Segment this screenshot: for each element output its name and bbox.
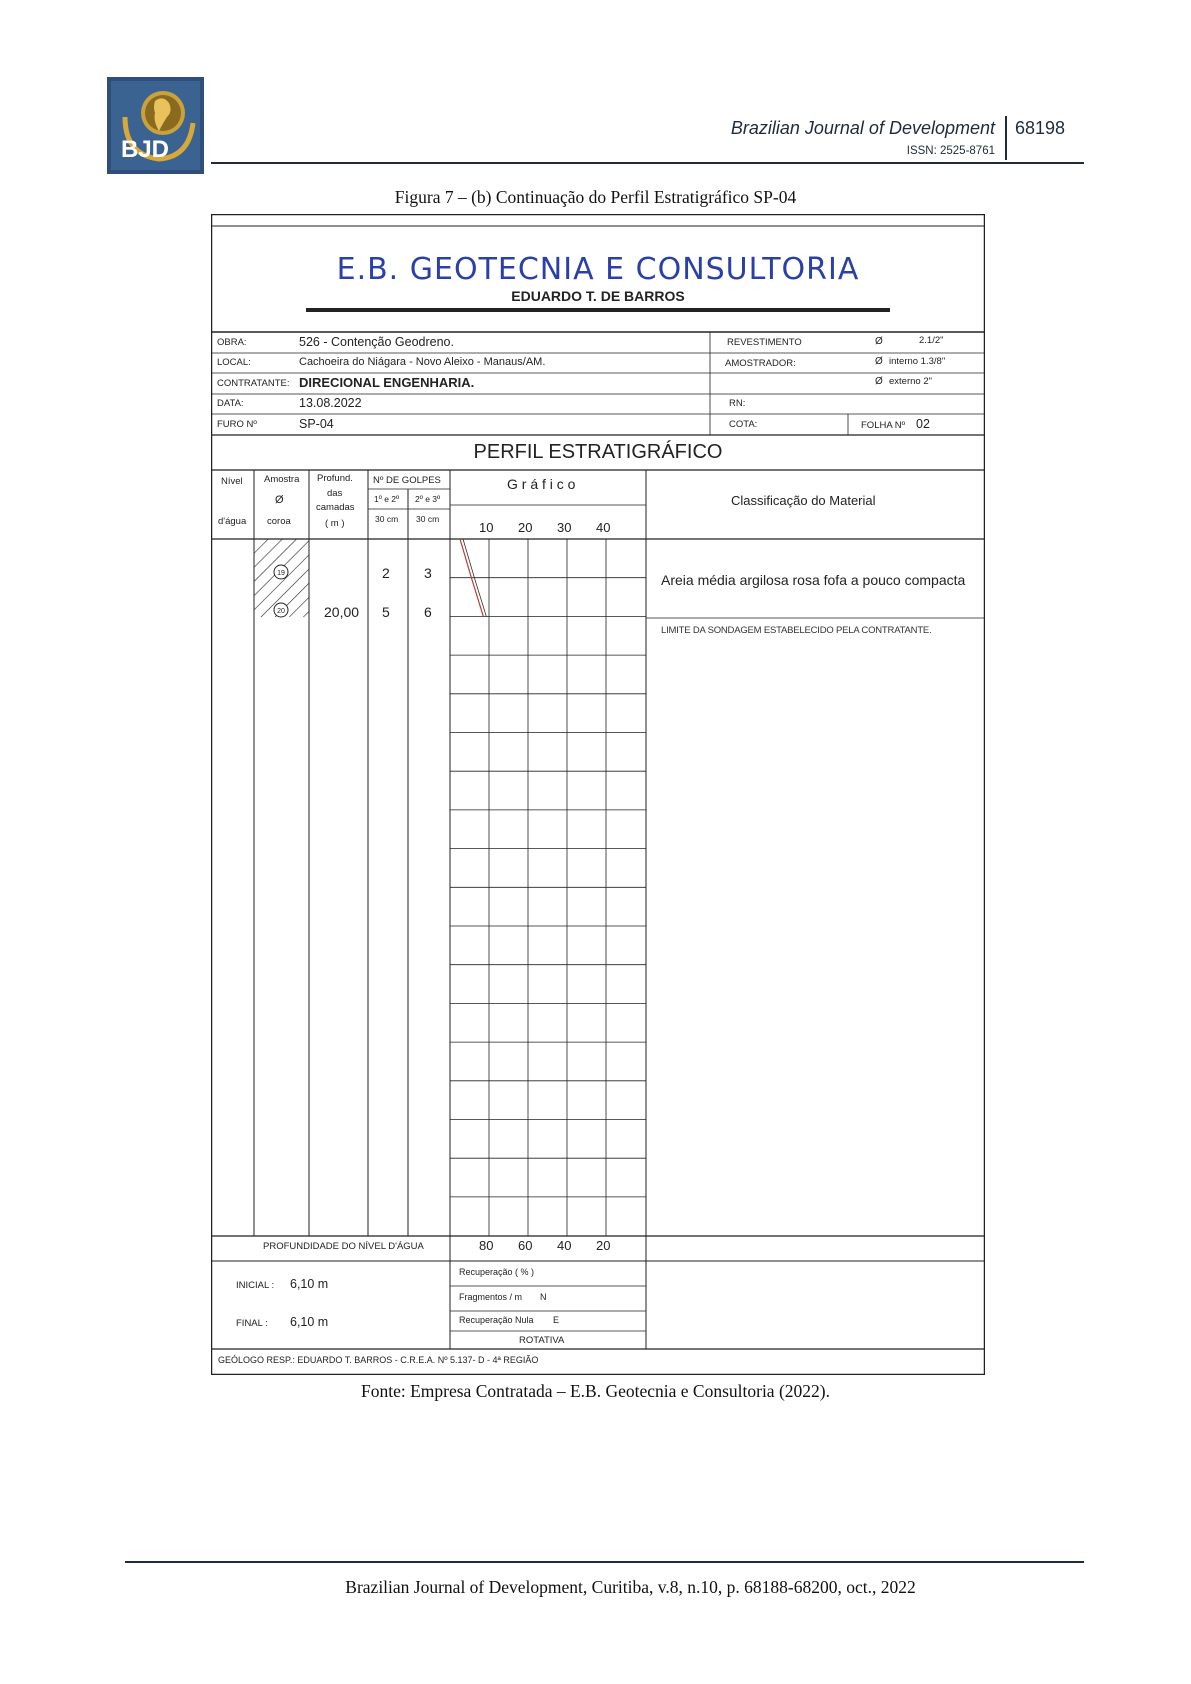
bjd-logo-icon: [107, 77, 204, 174]
axis-top-20: 20: [518, 520, 533, 535]
inicial-label: INICIAL :: [236, 1280, 275, 1291]
recuperacao-label: Recuperação ( % ): [459, 1267, 535, 1277]
amostrador-interno: interno 1.3/8": [889, 356, 946, 367]
final-label: FINAL :: [236, 1318, 268, 1329]
col-grafico-label: G r á f i c o: [507, 476, 576, 492]
contratante-value: DIRECIONAL ENGENHARIA.: [299, 375, 475, 390]
col-prof-label-4: ( m ): [325, 518, 345, 529]
revestimento-label: REVESTIMENTO: [727, 337, 802, 348]
footer-citation: Brazilian Journal of Development, Curitiba, v.8, n.10, p. 68188-68200, oct., 2022: [345, 1577, 916, 1597]
axis-bottom-40: 40: [557, 1238, 572, 1253]
cota-label: COTA:: [729, 419, 758, 430]
page-number: 68198: [1015, 118, 1066, 138]
contratante-label: CONTRATANTE:: [217, 378, 290, 389]
local-label: LOCAL:: [217, 357, 251, 368]
footer-rule: [125, 1561, 1084, 1563]
furo-value: SP-04: [299, 417, 334, 431]
revestimento-diam-icon: Ø: [875, 336, 883, 347]
recuperacao-nula-label: Recuperação Nula: [459, 1315, 534, 1325]
water-depth-label: PROFUNDIDADE DO NÍVEL D'ÁGUA: [263, 1241, 424, 1252]
col-amostra-diam-icon: Ø: [275, 494, 284, 506]
journal-name: Brazilian Journal of Development: [730, 118, 995, 138]
journal-logo: [107, 77, 204, 174]
amostrador-externo: externo 2": [889, 376, 932, 387]
journal-issn: ISSN: 2525-8761: [906, 145, 995, 157]
recuperacao-nula-symbol: E: [553, 1315, 560, 1325]
obra-value: 526 - Contenção Geodreno.: [299, 335, 454, 349]
col-amostra-label: Amostra: [264, 474, 300, 485]
col-prof-label: Profund.: [317, 473, 353, 484]
material-description: Areia média argilosa rosa fofa a pouco compacta: [661, 572, 966, 588]
layer-depth: 20,00: [324, 604, 360, 620]
company-name: E.B. GEOTECNIA E CONSULTORIA: [336, 252, 860, 287]
figure-caption: Figura 7 – (b) Continuação do Perfil Estratigráfico SP-04: [394, 187, 797, 207]
golpes-a-row2: 5: [382, 604, 390, 620]
spt-graph-grid: [450, 539, 646, 1236]
amostrador-ext-diam-icon: Ø: [875, 376, 883, 387]
figure-source: Fonte: Empresa Contratada – E.B. Geotecnia e Consultoria (2022).: [361, 1381, 830, 1401]
furo-label: FURO Nº: [217, 419, 257, 430]
col-golpes-b-cm: 30 cm: [416, 514, 440, 524]
engineer-name: EDUARDO T. DE BARROS: [511, 288, 685, 304]
rotativa-label: ROTATIVA: [519, 1335, 565, 1346]
axis-top-30: 30: [557, 520, 572, 535]
col-golpes-a: 1º e 2º: [374, 494, 400, 504]
sample-id-19: 19: [277, 570, 285, 577]
revestimento-value: 2.1/2": [919, 335, 944, 346]
fragmentos-symbol: N: [540, 1292, 547, 1302]
local-value: Cachoeira do Niágara - Novo Aleixo - Manaus/AM.: [299, 356, 546, 368]
col-golpes-label: Nº DE GOLPES: [373, 475, 441, 486]
axis-top-10: 10: [479, 520, 494, 535]
folha-label: FOLHA Nº: [861, 420, 906, 431]
amostrador-label: AMOSTRADOR:: [725, 358, 796, 369]
golpes-a-row1: 2: [382, 565, 390, 581]
col-amostra-label-3: coroa: [267, 516, 291, 527]
axis-bottom-60: 60: [518, 1238, 533, 1253]
col-prof-label-3: camadas: [316, 502, 355, 513]
profile-title: PERFIL ESTRATIGRÁFICO: [473, 441, 723, 463]
col-prof-label-2: das: [327, 488, 343, 499]
data-label: DATA:: [217, 398, 244, 409]
boring-log-figure: [211, 214, 985, 1375]
rn-label: RN:: [729, 398, 746, 409]
golpes-b-row2: 6: [424, 604, 432, 620]
axis-top-40: 40: [596, 520, 611, 535]
folha-value: 02: [916, 417, 930, 431]
col-nivel-label-2: d'água: [218, 516, 247, 527]
col-golpes-b: 2º e 3º: [415, 494, 441, 504]
fragmentos-label: Fragmentos / m: [459, 1292, 523, 1302]
logo-text: BJD: [121, 136, 170, 163]
data-value: 13.08.2022: [299, 396, 362, 410]
header-rule: [211, 162, 1084, 164]
col-nivel-label: Nível: [221, 476, 243, 487]
header-divider: [1005, 116, 1007, 160]
inicial-value: 6,10 m: [290, 1277, 329, 1291]
col-golpes-a-cm: 30 cm: [375, 514, 399, 524]
final-value: 6,10 m: [290, 1315, 329, 1329]
sample-id-20: 20: [277, 608, 285, 615]
axis-bottom-80: 80: [479, 1238, 494, 1253]
col-classificacao-label: Classificação do Material: [731, 493, 876, 508]
golpes-b-row1: 3: [424, 565, 432, 581]
obra-label: OBRA:: [217, 337, 247, 348]
geologist-credit: GEÓLOGO RESP.: EDUARDO T. BARROS - C.R.E.A. Nº 5.137- D - 4ª REGIÃO: [218, 1355, 539, 1365]
axis-bottom-20: 20: [596, 1238, 611, 1253]
limit-note: LIMITE DA SONDAGEM ESTABELECIDO PELA CONTRATANTE.: [661, 625, 932, 636]
amostrador-int-diam-icon: Ø: [875, 356, 883, 367]
